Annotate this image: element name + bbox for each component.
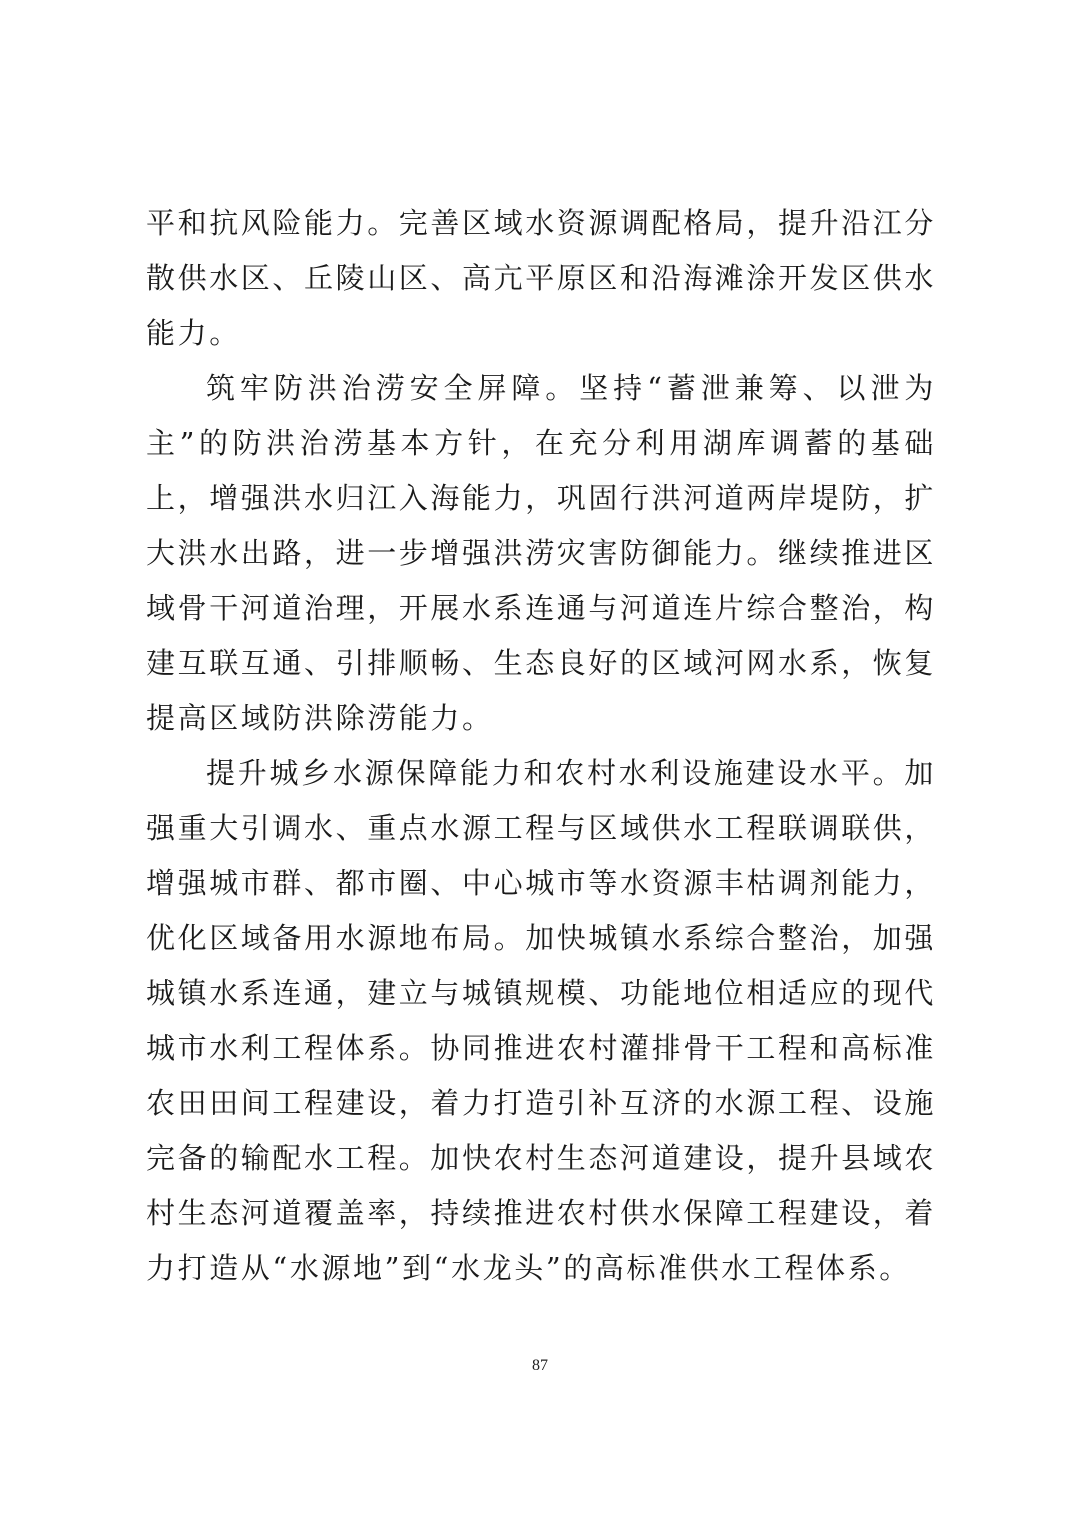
paragraph-text: 平和抗风险能力。完善区域水资源调配格局，提升沿江分散供水区、丘陵山区、高亢平原区和沿海滩涂开发区供水能力。 <box>146 206 937 350</box>
paragraph-heading: 提升城乡水源保障能力和农村水利设施建设水平。 <box>206 756 905 790</box>
paragraph-flood-control <box>146 361 936 746</box>
paragraph-text: 坚持“蓄泄兼筹、以泄为主”的防洪治涝基本方针，在充分利用湖库调蓄的基础上，增强洪水归江入海能力，巩固行洪河道两岸堤防，扩大洪水出路，进一步增强洪涝灾害防御能力。继续推进区域骨干河道治理，开展水系连通与河道连片综合整治，构建互联互通、引排顺畅、生态良好的区域河网水系，恢复提高区域防洪除涝能力。 <box>146 371 937 735</box>
page-number: 87 <box>532 1357 548 1374</box>
paragraph-continuation <box>146 196 936 361</box>
paragraph-heading: 筑牢防洪治涝安全屏障。 <box>206 371 580 405</box>
body-text <box>146 196 936 1296</box>
paragraph-text: 加强重大引调水、重点水源工程与区域供水工程联调联供，增强城市群、都市圈、中心城市等水资源丰枯调剂能力，优化区域备用水源地布局。加快城镇水系综合整治，加强城镇水系连通，建立与城镇规模、功能地位相适应的现代城市水利工程体系。协同推进农村灌排骨干工程和高标准农田田间工程建设，着力打造引补互济的水源工程、设施完备的输配水工程。加快农村生态河道建设，提升县域农村生态河道覆盖率，持续推进农村供水保障工程建设，着力打造从“水源地”到“水龙头”的高标准供水工程体系。 <box>146 756 937 1285</box>
paragraph-water-supply <box>146 746 936 1296</box>
